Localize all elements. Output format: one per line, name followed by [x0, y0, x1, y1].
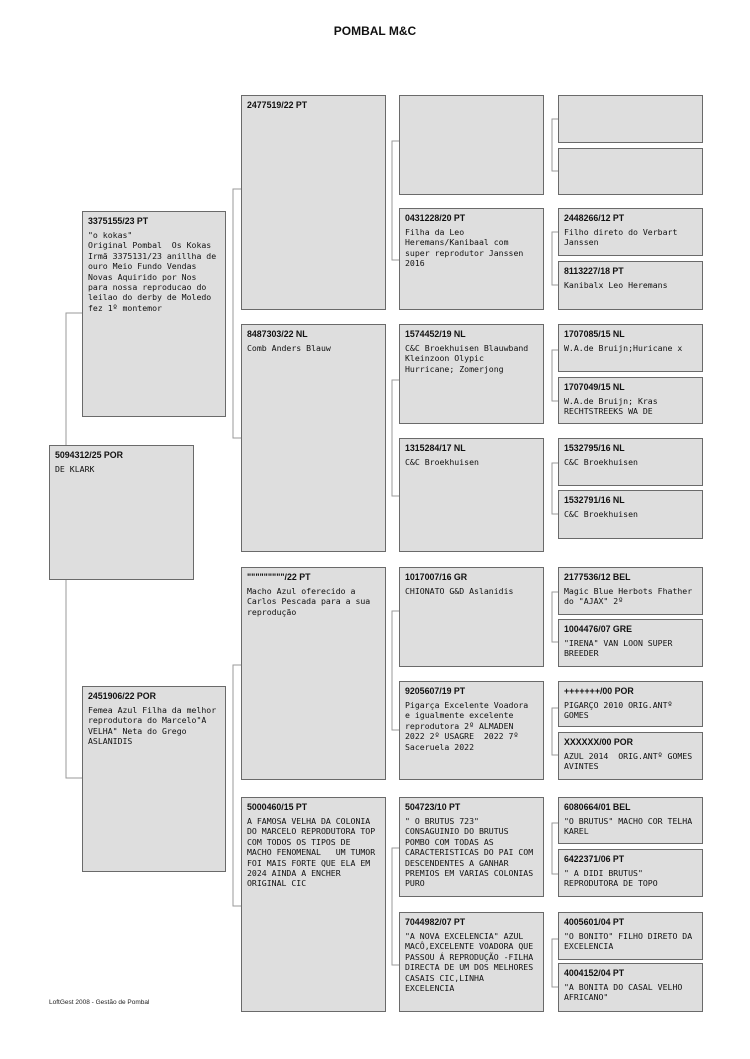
- pedigree-sdds[interactable]: [558, 438, 703, 486]
- bird-description: AZUL 2014 ORIG.ANTº GOMES AVINTES: [564, 751, 698, 772]
- bird-description: W.A.de Bruijn; Kras RECHTSTREEKS WA DE: [564, 396, 663, 417]
- pedigree-dam-sire[interactable]: [241, 567, 386, 780]
- bird-description: "O BRUTUS" MACHO COR TELHA KAREL: [564, 816, 698, 837]
- pedigree-dam-dam[interactable]: [241, 797, 386, 1012]
- bird-description: " A DIDI BRUTUS" REPRODUTORA DE TOPO: [564, 868, 658, 889]
- pedigree-sdss[interactable]: [558, 324, 703, 372]
- bird-description: C&C Broekhuisen: [564, 509, 638, 519]
- ring-number: 7044982/07 PT: [405, 917, 466, 927]
- ring-number: 2448266/12 PT: [564, 213, 625, 223]
- pedigree-ssdd[interactable]: [558, 261, 703, 310]
- bird-description: "IRENA" VAN LOON SUPER BREEDER: [564, 638, 678, 659]
- pedigree-sire-sire[interactable]: [241, 95, 386, 310]
- pedigree-sire-dam-dam[interactable]: [399, 438, 544, 552]
- ring-number: 2451906/22 POR: [88, 691, 156, 701]
- bird-description: Comb Anders Blauw: [247, 343, 331, 353]
- pedigree-sire-dam-sire[interactable]: [399, 324, 544, 424]
- pedigree-dam-dam-dam[interactable]: [399, 912, 544, 1012]
- ring-number: 0431228/20 PT: [405, 213, 466, 223]
- bird-description: Pigarça Excelente Voadora e igualmente excelente reprodutora 2º ALMADEN 2022 2º USAGRE 2022 7º Saceruela 2022: [405, 700, 534, 752]
- bird-description: A FAMOSA VELHA DA COLONIA DO MARCELO REPRODUTORA TOP COM TODOS OS TIPOS DE MACHO FENOMENAL UM TUMOR FOI MAIS FORTE QUE ELA EM 2024 AINDA A ENCHER ORIGINAL CIC: [247, 816, 381, 889]
- bird-description: "O BONITO" FILHO DIRETO DA EXCELENCIA: [564, 931, 698, 952]
- pedigree-dsdd[interactable]: [558, 732, 703, 780]
- bird-description: " O BRUTUS 723" CONSAGUINIO DO BRUTUS POMBO COM TODAS AS CARACTERISTICAS DO PAI COM DESCENDENTES A GANHAR PREMIOS EM VARIAS COLONIAS PURO: [405, 816, 539, 889]
- ring-number: 5094312/25 POR: [55, 450, 123, 460]
- pedigree-sire[interactable]: [82, 211, 226, 417]
- bird-description: CHIONATO G&D Aslanidis: [405, 586, 514, 596]
- pedigree-sddd[interactable]: [558, 490, 703, 539]
- ring-number: 5000460/15 PT: [247, 802, 308, 812]
- pedigree-ddds[interactable]: [558, 912, 703, 960]
- ring-number: 504723/10 PT: [405, 802, 461, 812]
- ring-number: 1532791/16 NL: [564, 495, 625, 505]
- bird-description: Femea Azul Filha da melhor reprodutora do Marcelo"A VELHA" Neta do Grego ASLANIDIS: [88, 705, 222, 747]
- pedigree-subject[interactable]: [49, 445, 194, 580]
- pedigree-dam-dam-sire[interactable]: [399, 797, 544, 897]
- bird-description: Magic Blue Herbots Fhather do "AJAX" 2º: [564, 586, 698, 607]
- pedigree-sdsd[interactable]: [558, 377, 703, 424]
- bird-description: DE KLARK: [55, 464, 95, 474]
- pedigree-ddsd[interactable]: [558, 849, 703, 897]
- ring-number: 6422371/06 PT: [564, 854, 625, 864]
- bird-description: PIGARÇO 2010 ORIG.ANTº GOMES: [564, 700, 683, 721]
- pedigree-dddd[interactable]: [558, 963, 703, 1012]
- page-title: POMBAL M&C: [333, 24, 417, 38]
- pedigree-ddss[interactable]: [558, 797, 703, 844]
- ring-number: 2477519/22 PT: [247, 100, 308, 110]
- pedigree-sire-dam[interactable]: [241, 324, 386, 552]
- bird-description: C&C Broekhuisen Blauwband Kleinzoon Olypic Hurricane; Zomerjong: [405, 343, 534, 374]
- pedigree-sssd[interactable]: [558, 148, 703, 195]
- ring-number: 1315284/17 NL: [405, 443, 466, 453]
- ring-number: 8113227/18 PT: [564, 266, 624, 276]
- pedigree-dam-sire-sire[interactable]: [399, 567, 544, 667]
- pedigree-dssd[interactable]: [558, 619, 703, 667]
- bird-description: "o kokas" Original Pombal Os Kokas Irmã 3375131/23 anillha de ouro Meio Fundo Vendas Novas Aquirido por Nos para nossa reproducao do leilao do derby de Moledo fez 1º montemor: [88, 230, 217, 313]
- ring-number: 1532795/16 NL: [564, 443, 625, 453]
- pedigree-ssds[interactable]: [558, 208, 703, 256]
- bird-description: W.A.de Bruijn;Huricane x: [564, 343, 683, 353]
- ring-number: +++++++/00 POR: [564, 686, 634, 696]
- ring-number: 3375155/23 PT: [88, 216, 149, 226]
- ring-number: 1017007/16 GR: [405, 572, 468, 582]
- bird-description: Filha da Leo Heremans/Kanibaal com super reprodutor Janssen 2016: [405, 227, 529, 269]
- ring-number: 4005601/04 PT: [564, 917, 625, 927]
- pedigree-sire-sire-dam[interactable]: [399, 208, 544, 310]
- footer-credit: LoftGest 2008 - Gestão de Pombal: [49, 999, 150, 1006]
- ring-number: """""""""/22 PT: [247, 572, 311, 582]
- pedigree-dsds[interactable]: [558, 681, 703, 727]
- pedigree-dsss[interactable]: [558, 567, 703, 615]
- ring-number: 9205607/19 PT: [405, 686, 466, 696]
- ring-number: XXXXXX/00 POR: [564, 737, 633, 747]
- ring-number: 1574452/19 NL: [405, 329, 466, 339]
- bird-description: "A NOVA EXCELENCIA" AZUL MACÔ,EXCELENTE VOADORA QUE PASSOU Á REPRODUÇÃO -FILHA DIRECTA DE UM DOS MELHORES CASAIS CIC,LINHA EXCELENCIA: [405, 931, 539, 994]
- ring-number: 1004476/07 GRE: [564, 624, 632, 634]
- pedigree-dam[interactable]: [82, 686, 226, 872]
- ring-number: 4004152/04 PT: [564, 968, 625, 978]
- pedigree-ssss[interactable]: [558, 95, 703, 143]
- bird-description: Macho Azul oferecido a Carlos Pescada para a sua reprodução: [247, 586, 376, 617]
- pedigree-dam-sire-dam[interactable]: [399, 681, 544, 780]
- bird-description: Kanibalx Leo Heremans: [564, 280, 668, 290]
- bird-description: "A BONITA DO CASAL VELHO AFRICANO": [564, 982, 688, 1003]
- ring-number: 2177536/12 BEL: [564, 572, 631, 582]
- pedigree-sire-sire-sire[interactable]: [399, 95, 544, 195]
- ring-number: 8487303/22 NL: [247, 329, 308, 339]
- bird-description: Filho direto do Verbart Janssen: [564, 227, 683, 248]
- ring-number: 1707049/15 NL: [564, 382, 625, 392]
- ring-number: 6080664/01 BEL: [564, 802, 631, 812]
- ring-number: 1707085/15 NL: [564, 329, 625, 339]
- bird-description: C&C Broekhuisen: [405, 457, 479, 467]
- bird-description: C&C Broekhuisen: [564, 457, 638, 467]
